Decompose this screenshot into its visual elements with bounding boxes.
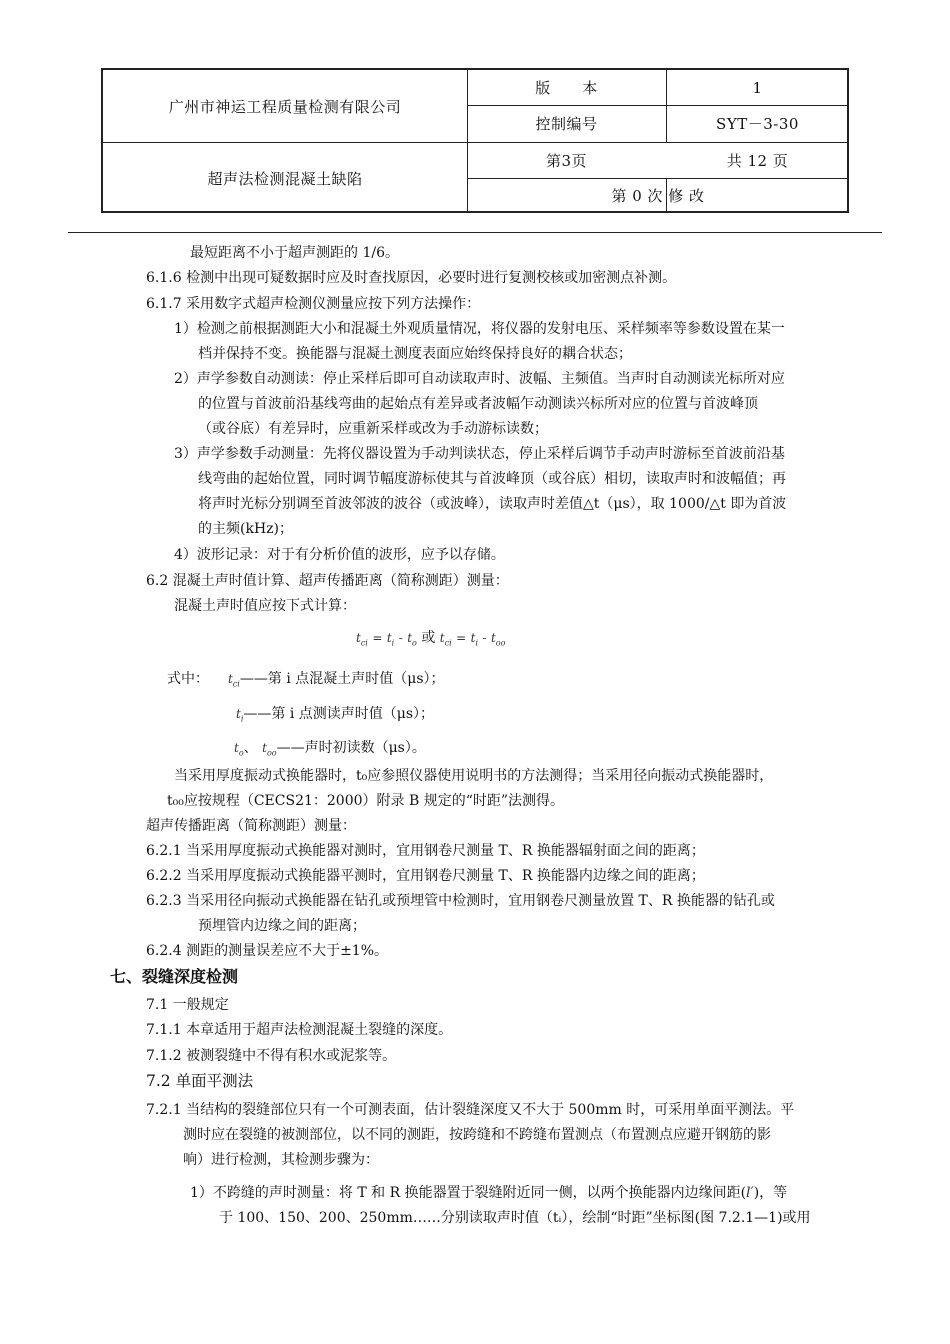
- revision-label: 第 0 次 修 改: [611, 187, 705, 205]
- def-to: $t_o$、 $t_{oo}——$声时初读数（μs）。: [234, 740, 426, 758]
- control-value: SYT－3-30: [716, 115, 799, 133]
- body-line: 于 100、150、200、250mm……分别读取声时值（tᵢ），绘制“时距”坐标图(图 7.2.1—1)或用: [219, 1210, 811, 1226]
- formula-eq: =: [372, 631, 383, 645]
- symbol-too: $t_{oo}$: [262, 741, 277, 758]
- body-line: 响）进行检测，其检测步骤为：: [183, 1152, 379, 1168]
- body-line: 6.1.6 检测中出现可疑数据时应及时查找原因，必要时进行复测校核或加密测点补测。: [146, 270, 677, 286]
- body-line: 的主频(kHz)；: [198, 521, 293, 537]
- body-line: （或谷底）有差异时，应重新采样或改为手动游标读数；: [198, 421, 548, 437]
- body-line: 测时应在裂缝的被测部位，以不同的测距，按跨缝和不跨缝布置测点（布置测点应避开钢筋的影: [183, 1127, 771, 1143]
- formula-eq-2: =: [456, 631, 467, 645]
- body-line: 7.1.1 本章适用于超声法检测混凝土裂缝的深度。: [146, 1022, 453, 1038]
- body-line: 1）检测之前根据测距大小和混凝土外观质量情况，将仪器的发射电压、采样频率等参数设置在某一: [174, 321, 785, 337]
- body-line: 线弯曲的起始位置，同时调节幅度游标使其与首波峰顶（或谷底）相切，读取声时和波幅值；再: [198, 471, 786, 487]
- body-line: 当采用厚度振动式换能器时，t₀应参照仪器使用说明书的方法测得；当采用径向振动式换能器时，: [174, 768, 774, 784]
- formula-to: $t_o$: [407, 631, 417, 648]
- body-line: 3）声学参数手动测量：先将仪器设置为手动判读状态，停止采样后调节手动声时游标至首波前沿基: [174, 446, 785, 462]
- section-heading: 七、裂缝深度检测: [110, 967, 239, 986]
- body-line: 7.2.1 当结构的裂缝部位只有一个可测表面，估计裂缝深度又不大于 500mm 时，可采用单面平测法。平: [146, 1102, 795, 1118]
- formula-tci-2: $t_{ci}$: [439, 631, 452, 648]
- body-line: 6.2.1 当采用厚度振动式换能器对测时，宜用钢卷尺测量 T、R 换能器辐射面之间的距离；: [146, 843, 705, 859]
- body-line: 最短距离不小于超声测距的 1/6。: [190, 245, 399, 261]
- company-name: 广州市神运工程质量检测有限公司: [168, 97, 402, 116]
- header-table: [101, 68, 849, 213]
- body-line: 4）波形记录：对于有分析价值的波形，应予以存储。: [174, 547, 505, 563]
- formula-minus: -: [398, 631, 403, 645]
- formula-or: 或: [421, 630, 436, 646]
- formula-ti: $t_i$: [386, 631, 395, 648]
- formula-ti-2: $t_i$: [470, 631, 478, 648]
- control-label: 控制编号: [535, 115, 598, 133]
- body-line: 的位置与首波前沿基线弯曲的起始点有差异或者波幅乍动测读兴标所对应的位置与首波峰顶: [198, 396, 758, 412]
- subsection-heading: 7.2 单面平测法: [146, 1072, 254, 1090]
- formula-too: $t_{oo}$: [490, 631, 506, 648]
- body-line: 6.2.4 测距的测量误差应不大于±1%。: [146, 943, 389, 959]
- symbol-ti: $t_i$: [236, 707, 244, 724]
- body-line: 6.2.2 当采用厚度振动式换能器平测时，宜用钢卷尺测量 T、R 换能器内边缘之间的距离；: [146, 868, 705, 884]
- version-label: 版 本: [535, 79, 598, 97]
- total-pages: 共 12 页: [726, 151, 789, 170]
- body-line: 7.1 一般规定: [146, 997, 229, 1013]
- header-rule: [68, 232, 882, 233]
- body-line: 预埋管内边缘之间的距离；: [198, 918, 366, 934]
- where-label: 式中：: [167, 671, 209, 687]
- body-line: 1）不跨缝的声时测量：将 T 和 R 换能器置于裂缝附近同一侧，以两个换能器内边缘间距(l′)，等: [190, 1185, 788, 1201]
- body-line: t₀₀应按规程（CECS21：2000）附录 B 规定的“时距”法测得。: [167, 793, 565, 809]
- formula-minus-2: -: [482, 631, 487, 645]
- formula-tci: $t_{ci}$: [356, 631, 368, 648]
- def-ti: $t_i——$第 i 点测读声时值（μs）；: [236, 706, 435, 724]
- body-line: 混凝土声时值应按下式计算：: [174, 598, 356, 614]
- document-title: 超声法检测混凝土缺陷: [207, 169, 363, 188]
- symbol-to: $t_o$: [234, 741, 244, 758]
- symbol-lprime: l′: [746, 1185, 754, 1201]
- def-tci: $t_{ci}——$第 i 点混凝土声时值（μs）；: [228, 671, 445, 689]
- body-line: 6.2 混凝土声时值计算、超声传播距离（简称测距）测量：: [146, 573, 509, 589]
- body-line: 超声传播距离（简称测距）测量：: [146, 818, 356, 834]
- body-line: 档并保持不变。换能器与混凝土测度表面应始终保持良好的耦合状态；: [198, 346, 632, 362]
- body-line: 2）声学参数自动测读：停止采样后即可自动读取声时、波幅、主频值。当声时自动测读光标所对应: [174, 371, 785, 387]
- body-line: 7.1.2 被测裂缝中不得有积水或泥浆等。: [146, 1048, 397, 1064]
- body-line: 6.1.7 采用数字式超声检测仪测量应按下列方法操作：: [146, 296, 481, 312]
- page-number: 第3页: [545, 151, 588, 170]
- body-line: 将声时光标分别调至首波邻波的波谷（或波峰），读取声时差值△t（μs），取 1000/△t 即为首波: [198, 496, 787, 512]
- formula: [356, 628, 505, 653]
- body-line: 6.2.3 当采用径向振动式换能器在钻孔或预埋管中检测时，宜用钢卷尺测量放置 T、R 换能器的钻孔或: [146, 893, 775, 909]
- version-value: 1: [752, 78, 763, 97]
- symbol-tci: $t_{ci}$: [228, 672, 240, 689]
